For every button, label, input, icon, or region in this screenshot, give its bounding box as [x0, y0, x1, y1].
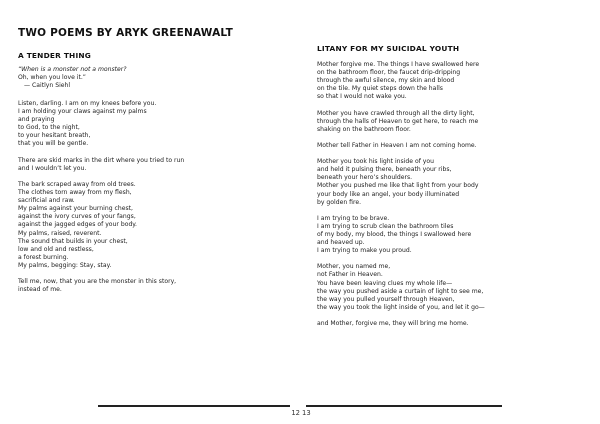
poem-line: against the jagged edges of your body.	[18, 221, 137, 229]
poem-line: I am trying to make you proud.	[317, 247, 412, 255]
poem-line: against the ivory curves of your fangs,	[18, 213, 136, 221]
poem-title-litany: LITANY FOR MY SUICIDAL YOUTH	[317, 44, 460, 53]
poem-line: the way you pulled yourself through Heaven,	[317, 295, 455, 303]
epigraph	[18, 66, 127, 90]
page-number-left: 12	[291, 409, 300, 417]
poem-line: My palms, begging: Stay, stay.	[18, 261, 112, 269]
stanza	[317, 263, 485, 312]
poem-line: and held it pulsing there, beneath your ribs,	[317, 166, 452, 174]
page-number-right: 13	[302, 409, 311, 417]
footer-rule-right	[306, 405, 502, 407]
epigraph-line: Oh, when you love it.”	[18, 74, 86, 82]
poem-line: not Father in Heaven.	[317, 271, 383, 279]
poem-line: your body like an angel, your body illuminated	[317, 190, 460, 198]
poem-line: so that I would not wake you.	[317, 93, 407, 101]
poem-line: Mother you took his light inside of you	[317, 158, 434, 166]
poem-line: to your hesitant breath,	[18, 132, 91, 140]
poem-line: The clothes torn away from my flesh,	[18, 189, 132, 197]
poem-line: I am trying to scrub clean the bathroom tiles	[317, 222, 454, 230]
poem-line: through the awful silence, my skin and blood	[317, 77, 455, 85]
poem-line: Listen, darling. I am on my knees before you.	[18, 100, 157, 107]
stanza	[317, 158, 485, 207]
stanza	[317, 61, 485, 101]
epigraph-line: “When is a monster not a monster?	[18, 66, 127, 73]
stanza	[317, 110, 485, 134]
poem-line: Mother you have crawled through all the dirty light,	[317, 109, 475, 117]
stanza	[18, 278, 184, 294]
poem-line: beneath your hero’s shoulders.	[317, 174, 413, 182]
poem-line: instead of me.	[18, 286, 62, 294]
poem-line: My palms against your burning chest,	[18, 205, 133, 213]
poem-line: I am holding your claws against my palms	[18, 108, 147, 116]
poem-line: low and old and restless,	[18, 245, 94, 253]
poem-line: to God, to the night,	[18, 124, 80, 132]
poem-body-tender-thing	[18, 100, 184, 302]
poem-line: on the bathroom floor, the faucet drip-dripping	[317, 69, 461, 77]
epigraph-attribution: — Caitlyn Siehl	[24, 82, 71, 90]
poem-line: the way you pushed aside a curtain of light to see me,	[317, 287, 484, 295]
poem-line: Tell me, now, that you are the monster in this story,	[18, 278, 177, 286]
poem-title-tender-thing: A TENDER THING	[18, 51, 92, 60]
poem-line: The bark scraped away from old trees.	[18, 180, 136, 188]
stanza	[18, 157, 184, 173]
poem-line: through the halls of Heaven to get here, to reach me	[317, 117, 479, 125]
stanza	[18, 100, 184, 149]
poem-line: and heaved up.	[317, 239, 365, 247]
poem-body-litany	[317, 61, 485, 336]
poem-line: on the tile. My quiet steps down the halls	[317, 85, 443, 93]
poem-line: You have been leaving clues my whole life—	[317, 279, 453, 287]
poem-line: by golden fire.	[317, 198, 362, 206]
stanza	[317, 215, 485, 255]
poem-line: There are skid marks in the dirt where you tried to run	[18, 156, 185, 164]
footer-rule-left	[98, 405, 290, 407]
poem-line: shaking on the bathroom floor.	[317, 125, 411, 133]
stanza	[18, 181, 184, 270]
poem-line: My palms, raised, reverent.	[18, 229, 102, 237]
poem-line: I am trying to be brave.	[317, 214, 390, 222]
poem-line: of my body, my blood, the things I swallowed here	[317, 230, 472, 238]
poem-line: Mother you pushed me like that light from your body	[317, 182, 479, 190]
poem-line: Mother, you named me,	[317, 263, 391, 271]
poem-line: and praying	[18, 116, 55, 124]
poem-line: The sound that builds in your chest,	[18, 237, 128, 245]
poem-line: a forest burning.	[18, 253, 69, 261]
poem-line: sacrificial and raw.	[18, 197, 75, 205]
poem-line: and I wouldn’t let you.	[18, 164, 87, 172]
poem-line: and Mother, forgive me, they will bring me home.	[317, 320, 469, 327]
poem-line: Mother tell Father in Heaven I am not coming home.	[317, 141, 477, 149]
poem-line: that you will be gentle.	[18, 140, 89, 148]
page-title: TWO POEMS BY ARYK GREENAWALT	[18, 27, 233, 39]
stanza	[317, 320, 485, 328]
poem-line: the way you took the light inside of you, and let it go—	[317, 303, 485, 311]
stanza	[317, 142, 485, 150]
poem-line: Mother forgive me. The things I have swallowed here	[317, 61, 480, 68]
